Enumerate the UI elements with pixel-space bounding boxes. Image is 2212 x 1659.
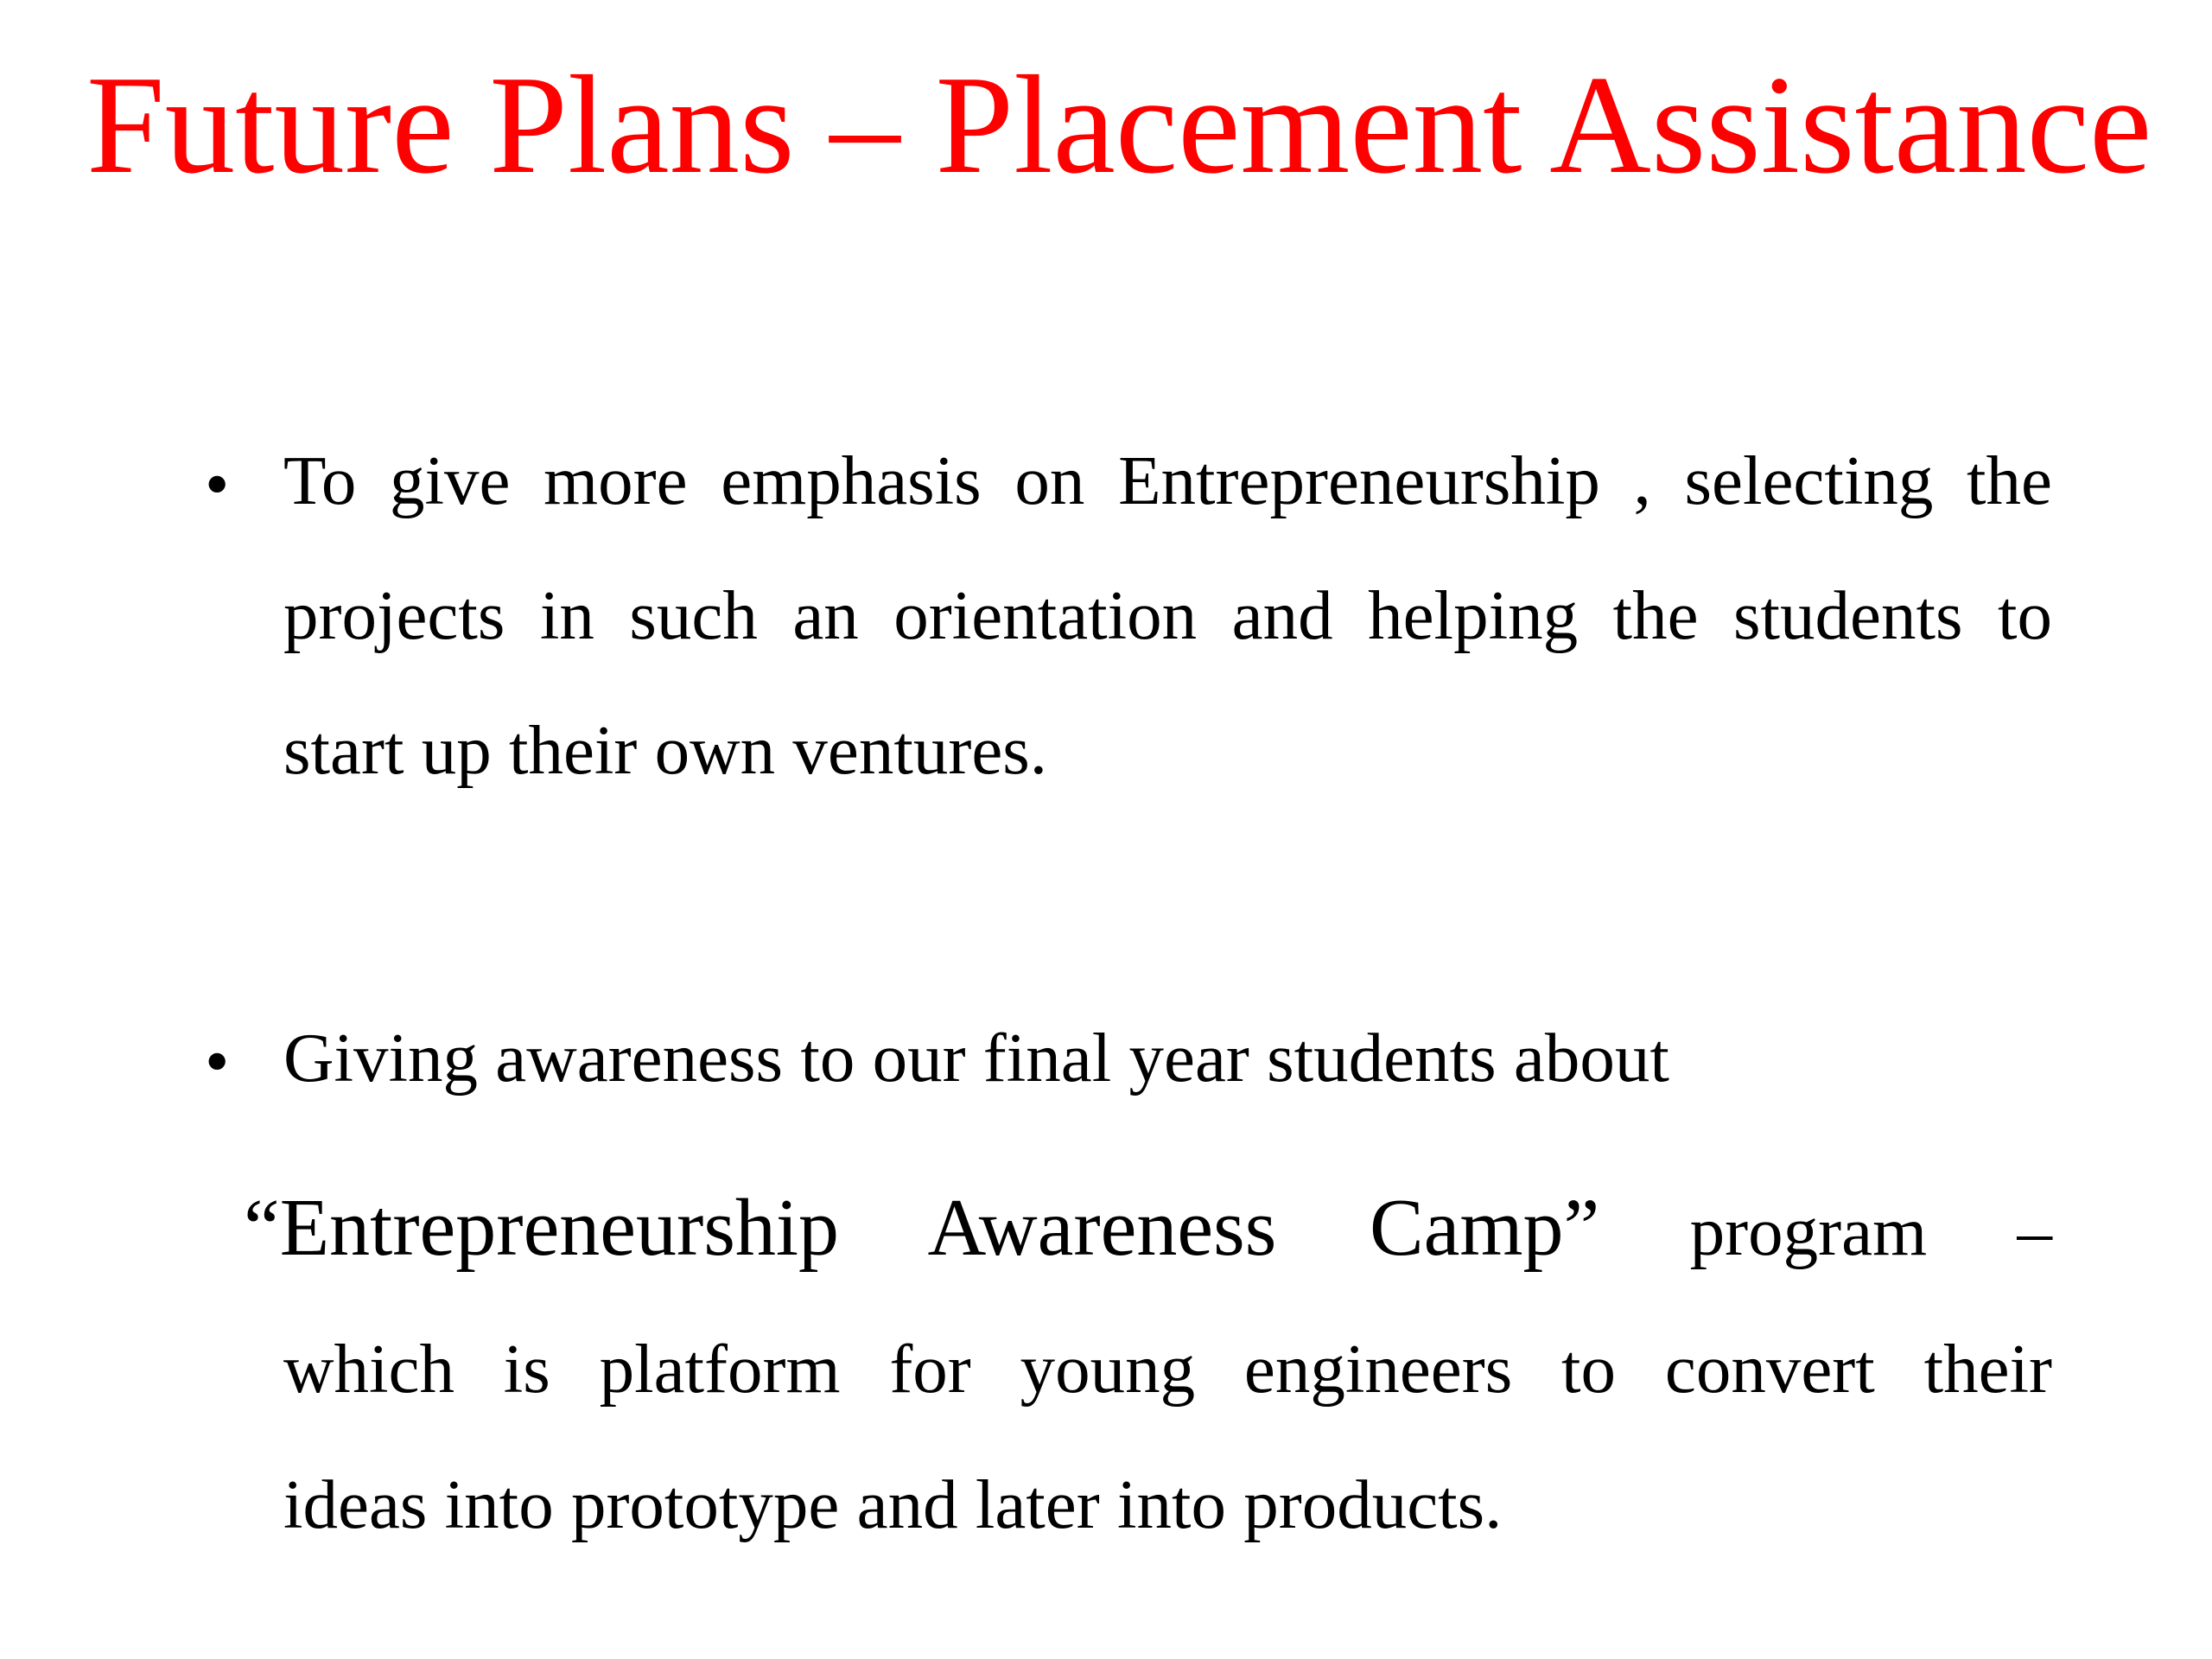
bullet-1-line-2: projects in such an orientation and helping the students to	[283, 576, 2052, 654]
bullet-2-line-2	[244, 1181, 2052, 1274]
bullet-1-line-1: To give more emphasis on Entrepreneurship , selecting the	[283, 442, 2052, 519]
bullet-2-line-4: ideas into prototype and later into products.	[283, 1465, 1503, 1543]
slide-title: Future Plans – Placement Assistance	[86, 48, 2152, 203]
program-text: program –	[1599, 1192, 2052, 1270]
bullet-2-line-3: which is platform for young engineers to convert their	[283, 1330, 2052, 1408]
entrepreneurship-camp-name: “Entrepreneurship Awareness Camp”	[244, 1183, 1600, 1273]
bullet-marker: •	[205, 1022, 230, 1100]
bullet-1-line-3: start up their own ventures.	[283, 711, 1048, 789]
bullet-2-line-1: Giving awareness to our final year students about	[283, 1019, 1669, 1096]
bullet-marker: •	[205, 445, 230, 523]
